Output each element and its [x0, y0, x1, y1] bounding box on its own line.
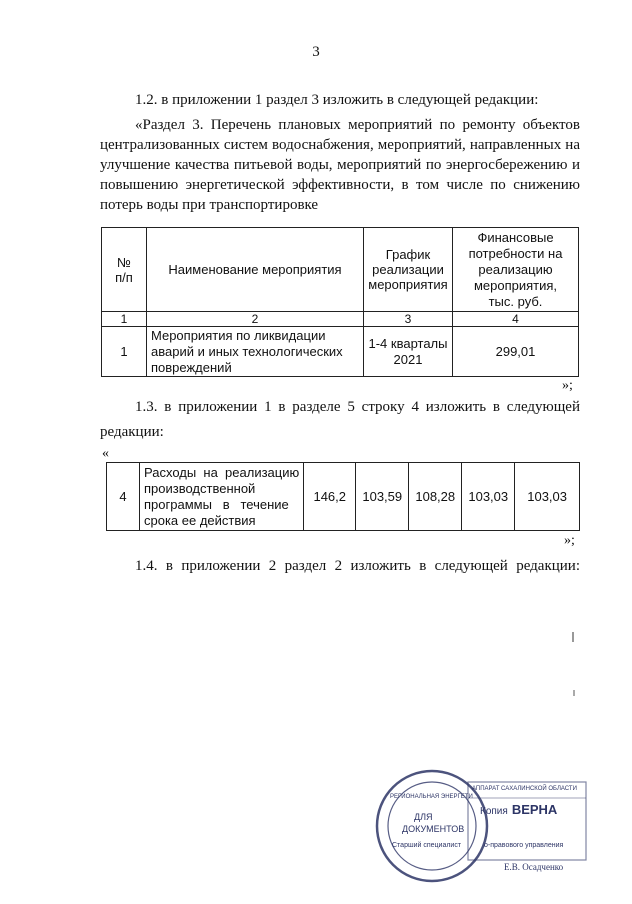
- table-row: [102, 327, 579, 377]
- stamp-department: о-правового управления: [484, 842, 564, 849]
- section-3-line: улучшение качества питьевой воды, мероприятий по энергосбережению и: [100, 157, 580, 173]
- scan-speck: [572, 632, 574, 642]
- stamp-employee: Старший специалист: [392, 842, 462, 849]
- section-5-row-table: [106, 462, 580, 531]
- item-1-4: 1.4. в приложении 2 раздел 2 изложить в следующей редакции:: [135, 558, 580, 574]
- certification-stamp: [372, 766, 592, 886]
- section-3-line: повышению энергетической эффективности, в том числе по снижению: [100, 177, 580, 193]
- scan-speck: [573, 690, 575, 696]
- section-3-paragraph: [100, 115, 580, 215]
- close-quote: »;: [564, 533, 575, 548]
- table-row: [107, 463, 580, 531]
- row-name: Расходы на реализацию производственной программы в течение срока ее действия: [140, 463, 304, 531]
- page-number: 3: [312, 44, 320, 60]
- column-number: 1: [102, 312, 147, 327]
- section-3-line: потерь воды при транспортировке: [100, 197, 319, 213]
- stamp-signer: Е.В. Осадченко: [504, 862, 564, 872]
- column-number: 4: [453, 312, 579, 327]
- row-number: 4: [107, 463, 140, 531]
- item-1-3-line: 1.3. в приложении 1 в разделе 5 строку 4 изложить в следующей: [135, 399, 580, 415]
- header-cell-name: Наименование мероприятия: [147, 228, 364, 312]
- row-value: 146,2: [304, 463, 356, 531]
- stamp-energy-label: РЕГИОНАЛЬНАЯ ЭНЕРГЕТИ: [390, 794, 473, 800]
- section-3-line: «Раздел 3. Перечень плановых мероприятий по ремонту объектов: [135, 117, 580, 133]
- row-value: 103,03: [515, 463, 580, 531]
- header-cell-finance: Финансовые потребности на реализацию мероприятия, тыс. руб.: [453, 228, 579, 312]
- table-number-row: [102, 312, 579, 327]
- measures-table: [101, 227, 579, 377]
- stamp-apparatus: АППАРАТ САХАЛИНСКОЙ ОБЛАСТИ: [472, 786, 577, 792]
- column-number: 2: [147, 312, 364, 327]
- item-1-3-line: редакции:: [100, 424, 164, 440]
- table-header-row: [102, 228, 579, 312]
- stamp-documents: ДОКУМЕНТОВ: [402, 824, 465, 834]
- open-quote: «: [102, 446, 109, 461]
- row-value: 103,03: [462, 463, 515, 531]
- row-name: Мероприятия по ликвидации аварий и иных технологических повреждений: [147, 327, 364, 377]
- header-cell-number: № п/п: [102, 228, 147, 312]
- row-value: 108,28: [409, 463, 462, 531]
- header-cell-schedule: График реализации мероприятия: [364, 228, 453, 312]
- item-1-2: 1.2. в приложении 1 раздел 3 изложить в следующей редакции:: [135, 92, 539, 108]
- stamp-verna: Копия ВЕРНА: [480, 802, 558, 817]
- row-value: 103,59: [356, 463, 409, 531]
- column-number: 3: [364, 312, 453, 327]
- row-schedule: 1-4 кварталы 2021: [364, 327, 453, 377]
- stamp-for: ДЛЯ: [414, 812, 433, 822]
- close-quote: »;: [562, 378, 573, 393]
- row-finance: 299,01: [453, 327, 579, 377]
- row-number: 1: [102, 327, 147, 377]
- section-3-line: централизованных систем водоснабжения, мероприятий, направленных на: [100, 137, 580, 153]
